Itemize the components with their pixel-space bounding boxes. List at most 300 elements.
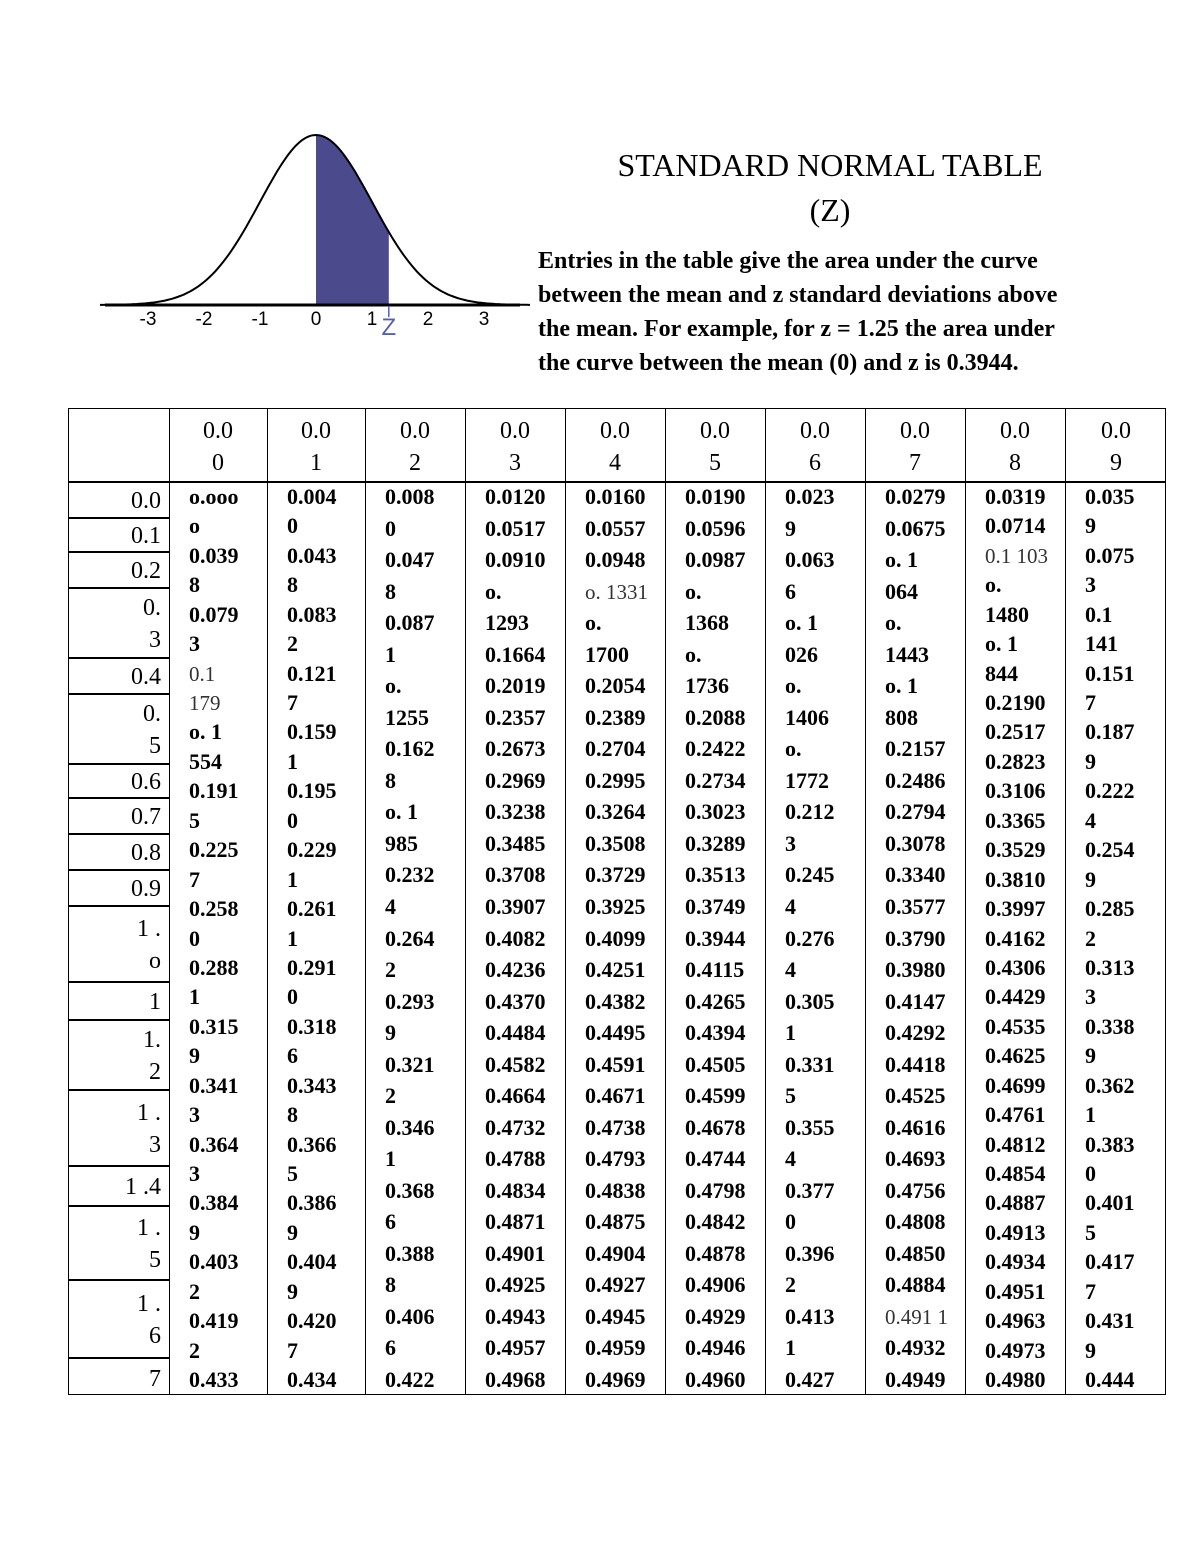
table-cell: 0.4946 — [685, 1335, 746, 1361]
table-cell: 1 — [287, 925, 298, 951]
column-divider — [169, 409, 170, 1394]
table-cell: 0.4732 — [485, 1114, 546, 1140]
table-cell: 0.187 — [1085, 719, 1135, 745]
table-cell: 0.3529 — [985, 837, 1046, 863]
table-cell: 0.4418 — [885, 1051, 946, 1077]
table-cell: 0.4906 — [685, 1272, 746, 1298]
table-cell: 1 — [1085, 1102, 1096, 1128]
table-cell: 0.3238 — [485, 799, 546, 825]
column-divider — [565, 409, 566, 1394]
table-cell: 0.0319 — [985, 484, 1046, 509]
table-cell: 9 — [1085, 1337, 1096, 1363]
table-cell: 0.4901 — [485, 1240, 546, 1266]
row-label-divider — [69, 1279, 170, 1281]
table-cell: 0.2517 — [985, 719, 1046, 745]
column-header: 0.0 0 — [203, 418, 233, 476]
row-label-divider — [69, 1165, 170, 1167]
axis-tick-label: 1 — [366, 309, 378, 330]
table-cell: 0.0557 — [585, 515, 646, 541]
row-label-divider — [69, 981, 170, 983]
table-cell: 2 — [189, 1278, 200, 1304]
table-cell: 0.4842 — [685, 1209, 746, 1235]
table-cell: o. — [685, 578, 702, 604]
table-cell: 0.4850 — [885, 1240, 946, 1266]
table-cell: 4 — [785, 957, 796, 983]
table-cell: 0.4925 — [485, 1272, 546, 1298]
table-cell: 0.4678 — [685, 1114, 746, 1140]
table-cell: 0.291 — [287, 954, 337, 980]
table-cell: 0.417 — [1085, 1249, 1135, 1275]
table-cell: 0.2422 — [685, 736, 746, 762]
table-cell: o. — [685, 641, 702, 667]
table-cell: 0.3106 — [985, 778, 1046, 804]
column-header: 0.0 8 — [1000, 418, 1030, 476]
column-divider — [865, 409, 866, 1394]
row-label: 1 . 6 — [137, 1291, 161, 1349]
row-label: 0.0 — [131, 488, 161, 514]
row-label-divider — [69, 1205, 170, 1207]
table-cell: 0.4904 — [585, 1240, 646, 1266]
table-cell: 064 — [885, 578, 918, 604]
table-cell: 0.4808 — [885, 1209, 946, 1235]
row-label: 1. 2 — [143, 1027, 161, 1085]
table-cell: 0.4934 — [985, 1249, 1046, 1275]
table-cell: 4 — [385, 893, 396, 919]
table-cell: 0.3513 — [685, 862, 746, 888]
table-cell: 0.4756 — [885, 1177, 946, 1203]
table-column — [785, 483, 863, 1396]
row-label-divider — [69, 693, 170, 695]
row-label-divider — [69, 1357, 170, 1359]
table-cell: 0 — [785, 1209, 796, 1235]
table-cell: 9 — [287, 1278, 298, 1304]
table-cell: 6 — [785, 578, 796, 604]
table-cell: 7 — [1085, 1278, 1096, 1304]
table-cell: 0.3907 — [485, 893, 546, 919]
table-cell: 0.4838 — [585, 1177, 646, 1203]
table-cell: 0 — [287, 807, 298, 833]
table-cell: 0.2673 — [485, 736, 546, 762]
table-cell: 0.4082 — [485, 925, 546, 951]
table-cell: 0.2969 — [485, 767, 546, 793]
table-cell: 0.4960 — [685, 1367, 746, 1392]
table-cell: o. 1 — [985, 631, 1018, 657]
table-cell: o. 1 — [885, 547, 918, 573]
table-cell: 0.254 — [1085, 837, 1135, 863]
table-column — [585, 483, 663, 1396]
table-cell: 0.346 — [385, 1114, 435, 1140]
table-cell: 808 — [885, 704, 918, 730]
table-cell: 0.3749 — [685, 893, 746, 919]
table-cell: 0.384 — [189, 1190, 239, 1216]
table-cell: 0.4525 — [885, 1083, 946, 1109]
column-divider — [965, 409, 966, 1394]
table-cell: 2 — [385, 957, 396, 983]
table-cell: 0.4957 — [485, 1335, 546, 1361]
table-cell: o. 1 — [385, 799, 418, 825]
table-cell: 0.285 — [1085, 896, 1135, 922]
table-cell: 0.4932 — [885, 1335, 946, 1361]
table-cell: 0.401 — [1085, 1190, 1135, 1216]
table-cell: 554 — [189, 748, 222, 774]
table-cell: 0.2995 — [585, 767, 646, 793]
table-cell: 0.3078 — [885, 830, 946, 856]
table-cell: 0 — [385, 515, 396, 541]
table-cell: 0.276 — [785, 925, 835, 951]
table-cell: 8 — [287, 572, 298, 598]
table-cell: 0.3365 — [985, 807, 1046, 833]
table-cell: 0.4664 — [485, 1083, 546, 1109]
table-cell: 0.4306 — [985, 954, 1046, 980]
table-cell: 0.4951 — [985, 1278, 1046, 1304]
table-cell: 0.4927 — [585, 1272, 646, 1298]
table-cell: 0.1 103 — [985, 543, 1048, 568]
table-cell: 1772 — [785, 767, 829, 793]
row-label: 0.2 — [131, 558, 161, 584]
table-cell: 7 — [1085, 690, 1096, 716]
table-cell: 0.364 — [189, 1131, 239, 1157]
table-cell: 2 — [785, 1272, 796, 1298]
table-cell: 0.212 — [785, 799, 835, 825]
table-cell: 0.3729 — [585, 862, 646, 888]
table-cell: 9 — [1085, 1043, 1096, 1069]
table-cell: o. 1 — [189, 719, 222, 745]
table-cell: 9 — [1085, 748, 1096, 774]
table-cell: o. 1 — [885, 673, 918, 699]
table-cell: o — [189, 513, 200, 539]
column-divider — [465, 409, 466, 1394]
table-cell: 0.396 — [785, 1240, 835, 1266]
table-cell: 1 — [287, 866, 298, 892]
table-cell: 0.338 — [1085, 1013, 1135, 1039]
table-cell: 0.3340 — [885, 862, 946, 888]
table-cell: 0.4699 — [985, 1072, 1046, 1098]
row-label-divider — [69, 763, 170, 765]
row-label: 0.4 — [131, 664, 161, 690]
row-label: 1 . 3 — [137, 1100, 161, 1158]
row-label: 0. 5 — [143, 701, 161, 759]
table-cell: 1443 — [885, 641, 929, 667]
table-cell: 0.1 — [189, 661, 216, 686]
table-cell: 0.087 — [385, 610, 435, 636]
table-cell: 0.341 — [189, 1072, 239, 1098]
table-cell: 3 — [1085, 572, 1096, 598]
table-cell: o. — [485, 578, 502, 604]
table-cell: 0.2704 — [585, 736, 646, 762]
table-cell: 0.4535 — [985, 1013, 1046, 1039]
table-cell: 0.4693 — [885, 1146, 946, 1172]
table-cell: 179 — [189, 691, 221, 716]
table-cell: 0.4798 — [685, 1177, 746, 1203]
table-cell: 0.039 — [189, 542, 239, 568]
table-cell: o. — [985, 572, 1002, 598]
table-cell: 0.4884 — [885, 1272, 946, 1298]
table-cell: 0.313 — [1085, 954, 1135, 980]
table-column — [1085, 483, 1165, 1396]
table-cell: 0.0279 — [885, 484, 946, 509]
row-label-divider — [69, 1089, 170, 1091]
column-divider — [765, 409, 766, 1394]
table-cell: 0.1 — [1085, 601, 1113, 627]
table-cell: 0.4980 — [985, 1367, 1046, 1392]
table-cell: 0.4968 — [485, 1367, 546, 1392]
table-cell: 0 — [189, 925, 200, 951]
table-cell: 1255 — [385, 704, 429, 730]
table-cell: 6 — [385, 1335, 396, 1361]
shaded-area — [316, 135, 389, 305]
table-cell: 0.0596 — [685, 515, 746, 541]
table-cell: 0.229 — [287, 837, 337, 863]
row-label-divider — [69, 797, 170, 799]
table-cell: 0.422 — [385, 1367, 435, 1392]
table-cell: 0.121 — [287, 660, 337, 686]
table-cell: 0.0910 — [485, 547, 546, 573]
table-cell: 0.4854 — [985, 1160, 1046, 1186]
table-column — [287, 483, 363, 1396]
table-cell: 0.0190 — [685, 484, 746, 509]
column-divider — [665, 409, 666, 1394]
table-cell: 0.075 — [1085, 542, 1135, 568]
table-cell: 0.4429 — [985, 984, 1046, 1010]
table-cell: 0.4147 — [885, 988, 946, 1014]
table-cell: 0.4599 — [685, 1083, 746, 1109]
table-cell: 0.4834 — [485, 1177, 546, 1203]
column-header: 0.0 5 — [700, 418, 730, 476]
table-column — [985, 483, 1063, 1396]
table-cell: 0.4484 — [485, 1020, 546, 1046]
table-cell: 2 — [1085, 925, 1096, 951]
table-cell: 0.4370 — [485, 988, 546, 1014]
table-cell: 0.079 — [189, 601, 239, 627]
table-cell: 0.4292 — [885, 1020, 946, 1046]
table-cell: 6 — [385, 1209, 396, 1235]
row-label: 1 .4 — [125, 1174, 161, 1200]
table-cell: 0.4236 — [485, 957, 546, 983]
table-cell: 0.4913 — [985, 1219, 1046, 1245]
table-cell: 0.4963 — [985, 1308, 1046, 1334]
table-cell: 0.264 — [385, 925, 435, 951]
table-cell: 0.434 — [287, 1367, 337, 1392]
table-cell: 0.4793 — [585, 1146, 646, 1172]
table-cell: 0.386 — [287, 1190, 337, 1216]
row-label: 1 . o — [137, 916, 161, 974]
table-cell: 0.1664 — [485, 641, 546, 667]
table-cell: 0.3944 — [685, 925, 746, 951]
table-cell: 5 — [785, 1083, 796, 1109]
table-cell: 0.427 — [785, 1367, 835, 1392]
row-label: 0.7 — [131, 804, 161, 830]
table-cell: 0.3264 — [585, 799, 646, 825]
table-cell: 0.4973 — [985, 1337, 1046, 1363]
table-cell: 0.4162 — [985, 925, 1046, 951]
table-cell: 0.2190 — [985, 690, 1046, 716]
table-cell: 0.431 — [1085, 1308, 1135, 1334]
table-cell: 0.162 — [385, 736, 435, 762]
row-label-divider — [69, 869, 170, 871]
column-header: 0.0 6 — [800, 418, 830, 476]
table-cell: 0.406 — [385, 1303, 435, 1329]
table-cell: 0.0675 — [885, 515, 946, 541]
table-cell: 0.404 — [287, 1249, 337, 1275]
table-cell: 0.383 — [1085, 1131, 1135, 1157]
table-cell: 8 — [189, 572, 200, 598]
table-cell: 1293 — [485, 610, 529, 636]
table-cell: 0.2357 — [485, 704, 546, 730]
table-cell: 0.3577 — [885, 893, 946, 919]
table-cell: 5 — [189, 807, 200, 833]
column-header: 0.0 2 — [400, 418, 430, 476]
row-label: 0.6 — [131, 769, 161, 795]
table-cell: 0.2157 — [885, 736, 946, 762]
table-cell: 0.4761 — [985, 1102, 1046, 1128]
table-cell: 7 — [287, 1337, 298, 1363]
table-cell: 4 — [785, 893, 796, 919]
table-cell: 9 — [785, 515, 796, 541]
row-label-divider — [69, 1019, 170, 1021]
table-cell: 8 — [385, 1272, 396, 1298]
table-cell: 0.261 — [287, 896, 337, 922]
table-cell: 1700 — [585, 641, 629, 667]
table-cell: 4 — [1085, 807, 1096, 833]
table-cell: 0.083 — [287, 601, 337, 627]
table-cell: 0.2389 — [585, 704, 646, 730]
table-cell: 2 — [385, 1083, 396, 1109]
table-cell: 0.321 — [385, 1051, 435, 1077]
table-cell: 0.3023 — [685, 799, 746, 825]
table-cell: 0.3508 — [585, 830, 646, 856]
table-cell: 0.043 — [287, 542, 337, 568]
table-cell: 0.4738 — [585, 1114, 646, 1140]
table-cell: 0.258 — [189, 896, 239, 922]
table-cell: 0.4878 — [685, 1240, 746, 1266]
axis-tick-label: -1 — [251, 309, 269, 330]
table-cell: 0.305 — [785, 988, 835, 1014]
table-cell: 0.4887 — [985, 1190, 1046, 1216]
table-cell: o. — [785, 736, 802, 762]
column-header: 0.0 7 — [900, 418, 930, 476]
table-column — [385, 483, 463, 1396]
table-cell: 0.035 — [1085, 484, 1135, 509]
table-cell: 0.4949 — [885, 1367, 946, 1392]
table-cell: 0.403 — [189, 1249, 239, 1275]
table-cell: 9 — [385, 1020, 396, 1046]
table-cell: 0.3980 — [885, 957, 946, 983]
table-cell: 0.0517 — [485, 515, 546, 541]
bell-curve — [100, 135, 530, 305]
table-cell: 0.368 — [385, 1177, 435, 1203]
table-cell: 0.4099 — [585, 925, 646, 951]
table-cell: 9 — [1085, 513, 1096, 539]
row-label: 0.9 — [131, 876, 161, 902]
table-cell: 026 — [785, 641, 818, 667]
table-cell: 985 — [385, 830, 418, 856]
table-cell: 1480 — [985, 601, 1029, 627]
table-cell: 0.4591 — [585, 1051, 646, 1077]
table-cell: 0.2088 — [685, 704, 746, 730]
table-cell: 1 — [785, 1020, 796, 1046]
axis-tick-label: 0 — [310, 309, 322, 330]
table-cell: o. 1 — [785, 610, 818, 636]
table-cell: 0.2734 — [685, 767, 746, 793]
table-cell: o.ooo — [189, 484, 239, 509]
row-label: 0.8 — [131, 840, 161, 866]
table-cell: 0.377 — [785, 1177, 835, 1203]
table-cell: 7 — [287, 690, 298, 716]
table-cell: 0.366 — [287, 1131, 337, 1157]
table-cell: 1368 — [685, 610, 729, 636]
column-header: 0.0 4 — [600, 418, 630, 476]
table-cell: 0.4495 — [585, 1020, 646, 1046]
row-label: 1 . 5 — [137, 1215, 161, 1273]
table-cell: 0.222 — [1085, 778, 1135, 804]
table-cell: 0.3810 — [985, 866, 1046, 892]
table-cell: 0.2019 — [485, 673, 546, 699]
table-cell: 9 — [1085, 866, 1096, 892]
table-cell: 844 — [985, 660, 1018, 686]
table-cell: 0.023 — [785, 484, 835, 509]
table-cell: 0.4265 — [685, 988, 746, 1014]
table-cell: 0.4616 — [885, 1114, 946, 1140]
table-cell: 8 — [385, 578, 396, 604]
table-cell: 0.4875 — [585, 1209, 646, 1235]
row-label-divider — [69, 587, 170, 589]
table-cell: 0.0987 — [685, 547, 746, 573]
table-cell: 0.4625 — [985, 1043, 1046, 1069]
table-cell: 0.4788 — [485, 1146, 546, 1172]
table-cell: 1 — [287, 748, 298, 774]
table-cell: 0.195 — [287, 778, 337, 804]
table-column — [485, 483, 563, 1396]
table-cell: 0.3790 — [885, 925, 946, 951]
table-cell: 0.4251 — [585, 957, 646, 983]
table-cell: o. — [885, 610, 902, 636]
column-header: 0.0 9 — [1101, 418, 1131, 476]
column-divider — [365, 409, 366, 1394]
row-label-divider — [69, 551, 170, 553]
table-cell: 0.4115 — [685, 957, 745, 983]
table-cell: 0.4959 — [585, 1335, 646, 1361]
table-cell: 0.3997 — [985, 896, 1046, 922]
table-cell: 3 — [1085, 984, 1096, 1010]
table-cell: 0.4929 — [685, 1303, 746, 1329]
table-cell: 2 — [287, 631, 298, 657]
table-cell: 0.4671 — [585, 1083, 646, 1109]
table-cell: 0.318 — [287, 1013, 337, 1039]
table-cell: 0.2486 — [885, 767, 946, 793]
table-cell: 0.413 — [785, 1303, 835, 1329]
table-cell: 0.4812 — [985, 1131, 1046, 1157]
table-cell: 0.4394 — [685, 1020, 746, 1046]
table-description: Entries in the table give the area under the curve between the mean and z standard deviations above the mean. For example, for z = 1.25 the area under the curve between the mean (0) and z is 0.3944. — [538, 248, 1058, 376]
table-cell: 0.245 — [785, 862, 835, 888]
table-cell: 0.008 — [385, 484, 435, 509]
table-cell: 141 — [1085, 631, 1118, 657]
column-header: 0.0 3 — [500, 418, 530, 476]
page-title: STANDARD NORMAL TABLE (Z) — [617, 147, 1043, 228]
table-cell: 0.293 — [385, 988, 435, 1014]
table-cell: 0.388 — [385, 1240, 435, 1266]
table-cell: 0.2054 — [585, 673, 646, 699]
table-column — [885, 483, 963, 1396]
table-cell: 7 — [189, 866, 200, 892]
table-cell: 5 — [1085, 1219, 1096, 1245]
table-cell: 0.159 — [287, 719, 337, 745]
table-cell: 0.343 — [287, 1072, 337, 1098]
table-cell: 3 — [189, 1160, 200, 1186]
table-cell: 0 — [287, 513, 298, 539]
row-label-divider — [69, 657, 170, 659]
axis-tick-label: -3 — [139, 309, 157, 330]
